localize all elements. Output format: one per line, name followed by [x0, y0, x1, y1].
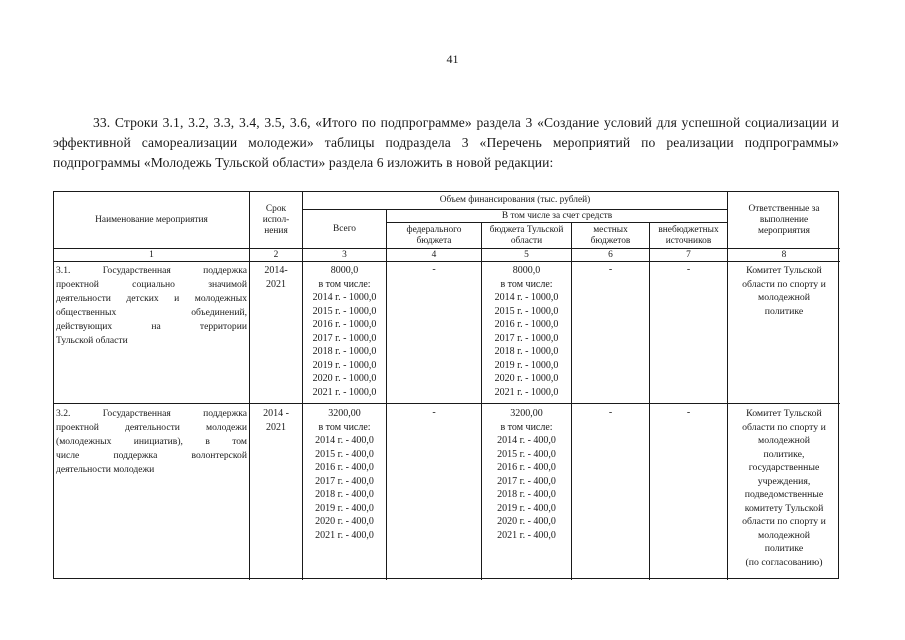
col-divider-6: [649, 222, 650, 580]
row-3-2-term: 2014 - 2021: [263, 408, 289, 433]
row-3-1-total: 8000,0 в том числе: 2014 г. - 1000,0 2015 г. - 1000,0 2016 г. - 1000,0 2017 г. - 1000,0 2018 г. - 1000,0 2019 г. - 1000,0 2020 г. - 1000,0 2021 г. - 1000,0: [312, 265, 377, 398]
column-number: 1: [149, 249, 154, 260]
col-divider-5: [571, 222, 572, 580]
row-3-2-total: 3200,00 в том числе: 2014 г. - 400,0 2015 г. - 400,0 2016 г. - 400,0 2017 г. - 400,0 2018 г. - 400,0 2019 г. - 400,0 2020 г. - 400,0 2021 г. - 400,0: [315, 408, 374, 541]
header-funding: Объем финансирования (тыс. рублей): [439, 195, 591, 205]
header-responsible: Ответственные за выполнение мероприятия: [748, 203, 820, 236]
column-number: 3: [342, 249, 347, 260]
column-number: 6: [608, 249, 613, 260]
intro-paragraph: 33. Строки 3.1, 3.2, 3.3, 3.4, 3.5, 3.6, «Итого по подпрограмме» раздела 3 «Создание условий для успешной социализации и эффективной самореализации молодежи» таблицы подраздела 3 «Перечень мероприятий по реализации подпрограммы» подпрограммы «Молодежь Тульской области» раздела 6 изложить в новой редакции:: [53, 115, 839, 170]
header-including: В том числе за счет средств: [501, 210, 613, 221]
rule-under-numbers: [54, 261, 840, 262]
row-3-1-federal: -: [432, 264, 436, 275]
row-3-1-extra: -: [686, 264, 691, 275]
header-local: местных бюджетов: [590, 224, 631, 246]
row-3-1-responsible: Комитет Тульской области по спорту и молодежной политике: [742, 265, 826, 317]
column-number: 4: [431, 249, 437, 260]
column-number: 2: [273, 249, 279, 260]
header-extra: внебюджетных источников: [658, 224, 719, 246]
row-3-1-local: -: [608, 264, 613, 275]
row-3-2-federal: -: [432, 407, 436, 418]
row-3-2-name: 3.2. Государственная поддержка проектной деятельности молодежи (молодежных инициатив), в том числе поддержка волонтерской деятельности молодежи: [56, 408, 247, 475]
column-number: 5: [524, 249, 529, 260]
row-3-2-regional: 3200,00 в том числе: 2014 г. - 400,0 2015 г. - 400,0 2016 г. - 400,0 2017 г. - 400,0 2018 г. - 400,0 2019 г. - 400,0 2020 г. - 400,0 2021 г. - 400,0: [497, 408, 556, 541]
row-3-2-responsible: Комитет Тульской области по спорту и молодежной политике, государственные учреждения, подведомственные комитету Тульской области по спорту и молодежной политике (по согласованию): [742, 408, 826, 568]
header-federal: федерального бюджета: [406, 224, 462, 246]
column-number: 8: [781, 249, 787, 260]
row-3-1-term: 2014- 2021: [264, 265, 288, 290]
header-total: Всего: [333, 223, 356, 234]
row-3-2-local: -: [608, 407, 613, 418]
page-number: 41: [446, 52, 459, 66]
row-3-1-regional: 8000,0 в том числе: 2014 г. - 1000,0 2015 г. - 1000,0 2016 г. - 1000,0 2017 г. - 1000,0 2018 г. - 1000,0 2019 г. - 1000,0 2020 г. - 1000,0 2021 г. - 1000,0: [494, 265, 559, 398]
header-term: Срок испол- нения: [262, 203, 290, 236]
column-number: 7: [686, 249, 691, 260]
rule-between-rows: [54, 403, 840, 404]
header-name: Наименование мероприятия: [95, 214, 208, 225]
row-3-1-name: 3.1. Государственная поддержка проектной социально значимой деятельности детских и молодежных общественных объединений, действующих на территории Тульской области: [56, 265, 247, 346]
row-3-2-extra: -: [686, 407, 691, 418]
header-regional: бюджета Тульской области: [489, 224, 564, 246]
funding-table: [53, 191, 839, 579]
